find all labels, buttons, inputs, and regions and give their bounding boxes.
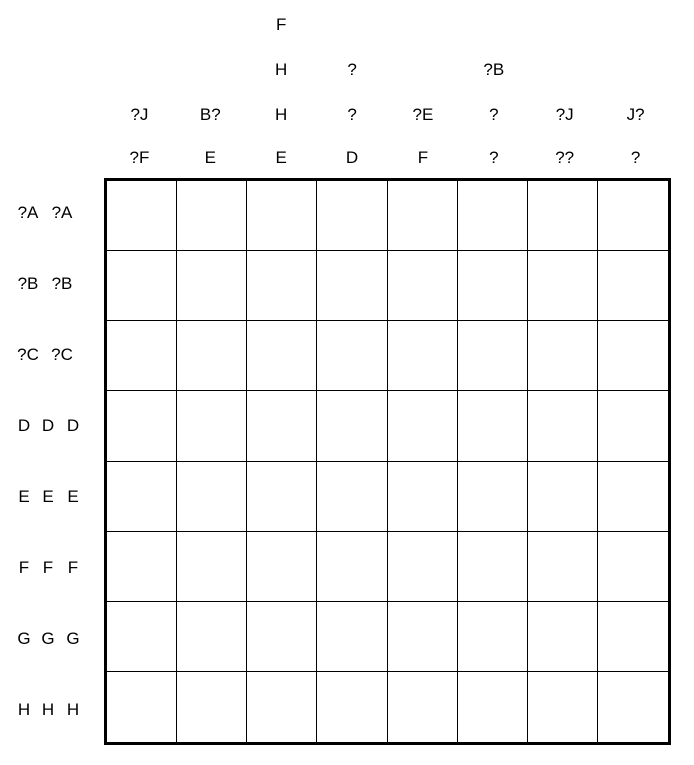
- column-clue-5-part-1: ?E: [412, 105, 434, 124]
- grid-cell-r4-c6[interactable]: [458, 391, 528, 461]
- grid-cell-r5-c6[interactable]: [458, 462, 528, 532]
- row-clue-6-part-3: F: [67, 557, 79, 577]
- grid-cell-r6-c4[interactable]: [317, 532, 387, 602]
- grid-cell-r7-c4[interactable]: [317, 602, 387, 672]
- row-clue-5-part-2: E: [42, 486, 54, 506]
- grid-cell-r4-c2[interactable]: [177, 391, 247, 461]
- grid-cell-r3-c6[interactable]: [458, 321, 528, 391]
- grid-cell-r4-c7[interactable]: [528, 391, 598, 461]
- row-clue-6-part-1: F: [18, 557, 30, 577]
- row-clue-8-part-3: H: [66, 699, 80, 719]
- column-clue-3-part-2: H: [275, 60, 288, 79]
- row-clue-2-part-2: ?B: [51, 274, 73, 294]
- column-clue-4-part-2: ?: [347, 105, 357, 124]
- column-clue-5-part-2: F: [417, 148, 429, 167]
- row-clue-4-part-3: D: [66, 416, 80, 436]
- grid-cell-r6-c7[interactable]: [528, 532, 598, 602]
- grid-cell-r2-c3[interactable]: [247, 251, 317, 321]
- grid-cell-r1-c2[interactable]: [177, 181, 247, 251]
- column-clue-3-part-3: H: [275, 105, 288, 124]
- row-clue-2-part-1: ?B: [17, 274, 39, 294]
- row-clue-7-part-2: G: [41, 628, 55, 648]
- grid-cell-r2-c1[interactable]: [107, 251, 177, 321]
- column-clue-8-part-1: J?: [626, 105, 645, 124]
- grid-cell-r8-c7[interactable]: [528, 672, 598, 742]
- column-clue-1-part-2: ?F: [129, 148, 150, 167]
- grid-cell-r1-c6[interactable]: [458, 181, 528, 251]
- grid-cell-r1-c3[interactable]: [247, 181, 317, 251]
- grid-cell-r7-c6[interactable]: [458, 602, 528, 672]
- grid-cell-r2-c2[interactable]: [177, 251, 247, 321]
- column-clue-7-part-1: ?J: [555, 105, 574, 124]
- column-clue-7-part-2: ??: [555, 148, 575, 167]
- grid-cell-r5-c7[interactable]: [528, 462, 598, 532]
- grid-cell-r7-c1[interactable]: [107, 602, 177, 672]
- row-clue-8-part-2: H: [41, 699, 55, 719]
- grid-cell-r5-c3[interactable]: [247, 462, 317, 532]
- grid-cell-r3-c7[interactable]: [528, 321, 598, 391]
- grid-cell-r8-c2[interactable]: [177, 672, 247, 742]
- grid-cell-r3-c4[interactable]: [317, 321, 387, 391]
- grid-cell-r1-c4[interactable]: [317, 181, 387, 251]
- grid-cell-r8-c5[interactable]: [388, 672, 458, 742]
- puzzle-grid: [104, 178, 671, 745]
- grid-cell-r6-c5[interactable]: [388, 532, 458, 602]
- grid-cell-r2-c6[interactable]: [458, 251, 528, 321]
- grid-cell-r7-c7[interactable]: [528, 602, 598, 672]
- grid-cell-r7-c3[interactable]: [247, 602, 317, 672]
- row-clue-4-part-1: D: [17, 416, 31, 436]
- column-clue-4-part-1: ?: [347, 60, 357, 79]
- grid-cell-r5-c2[interactable]: [177, 462, 247, 532]
- row-clue-7-part-1: G: [17, 628, 31, 648]
- row-clue-3-part-1: ?C: [17, 345, 39, 365]
- grid-cell-r6-c8[interactable]: [598, 532, 668, 602]
- grid-cell-r3-c2[interactable]: [177, 321, 247, 391]
- grid-cell-r4-c4[interactable]: [317, 391, 387, 461]
- row-clue-1-part-1: ?A: [17, 203, 39, 223]
- grid-cell-r2-c4[interactable]: [317, 251, 387, 321]
- grid-cell-r6-c6[interactable]: [458, 532, 528, 602]
- grid-cell-r4-c5[interactable]: [388, 391, 458, 461]
- grid-cell-r8-c8[interactable]: [598, 672, 668, 742]
- grid-cell-r4-c1[interactable]: [107, 391, 177, 461]
- grid-cell-r3-c5[interactable]: [388, 321, 458, 391]
- column-clue-8-part-2: ?: [630, 148, 641, 167]
- grid-cell-r7-c5[interactable]: [388, 602, 458, 672]
- column-clue-3-part-4: E: [275, 148, 287, 167]
- grid-cell-r2-c8[interactable]: [598, 251, 668, 321]
- grid-cell-r8-c1[interactable]: [107, 672, 177, 742]
- column-clue-2-part-2: E: [204, 148, 216, 167]
- grid-cell-r6-c1[interactable]: [107, 532, 177, 602]
- grid-cell-r6-c2[interactable]: [177, 532, 247, 602]
- grid-cell-r8-c6[interactable]: [458, 672, 528, 742]
- column-clue-3-part-1: F: [275, 15, 287, 34]
- grid-cell-r4-c3[interactable]: [247, 391, 317, 461]
- grid-cell-r1-c8[interactable]: [598, 181, 668, 251]
- grid-cell-r2-c7[interactable]: [528, 251, 598, 321]
- grid-cell-r8-c4[interactable]: [317, 672, 387, 742]
- grid-cell-r3-c8[interactable]: [598, 321, 668, 391]
- grid-cell-r3-c3[interactable]: [247, 321, 317, 391]
- row-clue-8-part-1: H: [17, 699, 31, 719]
- row-clue-6-part-2: F: [42, 557, 54, 577]
- grid-cell-r1-c1[interactable]: [107, 181, 177, 251]
- column-clue-1-part-1: ?J: [130, 105, 149, 124]
- column-clue-2-part-1: B?: [199, 105, 221, 124]
- grid-cell-r5-c1[interactable]: [107, 462, 177, 532]
- grid-cell-r1-c7[interactable]: [528, 181, 598, 251]
- row-clue-3-part-2: ?C: [51, 345, 73, 365]
- column-clue-6-part-3: ?: [489, 148, 499, 167]
- grid-cell-r7-c8[interactable]: [598, 602, 668, 672]
- grid-cell-r2-c5[interactable]: [388, 251, 458, 321]
- grid-cell-r7-c2[interactable]: [177, 602, 247, 672]
- grid-cell-r6-c3[interactable]: [247, 532, 317, 602]
- grid-cell-r5-c4[interactable]: [317, 462, 387, 532]
- row-clue-7-part-3: G: [66, 628, 80, 648]
- grid-cell-r3-c1[interactable]: [107, 321, 177, 391]
- grid-cell-r5-c8[interactable]: [598, 462, 668, 532]
- row-clue-1-part-2: ?A: [51, 203, 73, 223]
- column-clue-6-part-1: ?B: [483, 60, 505, 79]
- grid-cell-r8-c3[interactable]: [247, 672, 317, 742]
- grid-cell-r1-c5[interactable]: [388, 181, 458, 251]
- row-clue-5-part-1: E: [18, 486, 30, 506]
- row-clue-4-part-2: D: [41, 416, 55, 436]
- column-clue-6-part-2: ?: [489, 105, 499, 124]
- grid-cell-r4-c8[interactable]: [598, 391, 668, 461]
- column-clue-4-part-3: D: [345, 148, 359, 167]
- row-clue-5-part-3: E: [67, 486, 79, 506]
- grid-cell-r5-c5[interactable]: [388, 462, 458, 532]
